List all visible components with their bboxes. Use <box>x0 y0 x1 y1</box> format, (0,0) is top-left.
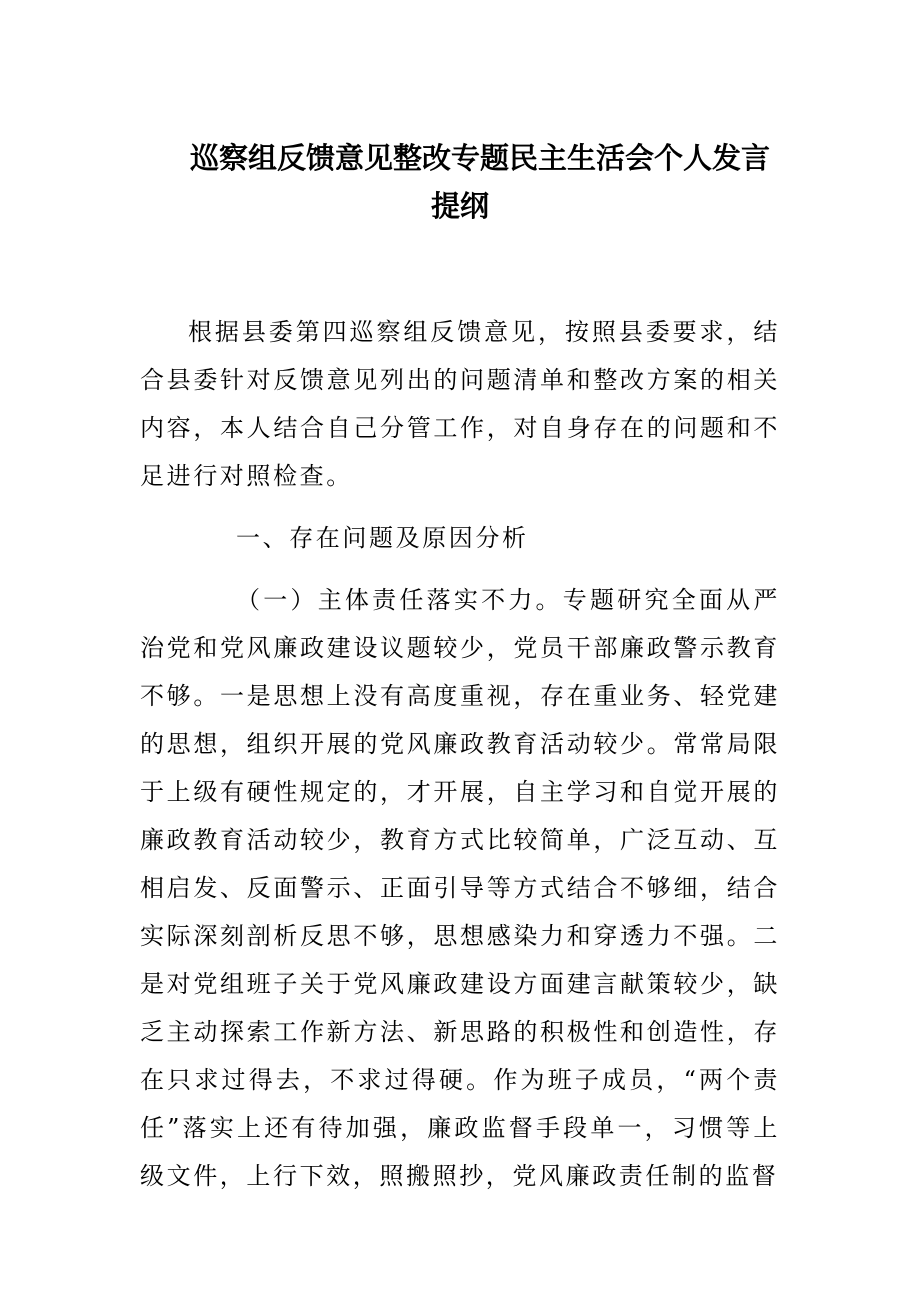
document-title-line-2: 提纲 <box>430 189 489 223</box>
document-title-line-1: 巡察组反馈意见整改专题民主生活会个人发言 <box>189 141 770 175</box>
body-paragraph: （一）主体责任落实不力。专题研究全面从严治党和党风廉政建设议题较少，党员干部廉政警示教育不够。一是思想上没有高度重视，存在重业务、轻党建的思想，组织开展的党风廉政教育活动较少。常常局限于上级有硬性规定的，才开展，自主学习和自觉开展的廉政教育活动较少，教育方式比较简单，广泛互动、互相启发、反面警示、正面引导等方式结合不够细，结合实际深刻剖析反思不够，思想感染力和穿透力不强。二是对党组班子关于党风廉政建设方面建言献策较少，缺乏主动探索工作新方法、新思路的积极性和创造性，存在只求过得去，不求过得硬。作为班子成员，“两个责任”落实上还有待加强，廉政监督手段单一，习惯等上级文件，上行下效，照搬照抄，党风廉政责任制的监督 <box>140 586 780 1190</box>
intro-paragraph: 根据县委第四巡察组反馈意见，按照县委要求，结合县委针对反馈意见列出的问题清单和整改方案的相关内容，本人结合自己分管工作，对自身存在的问题和不足进行对照检查。 <box>140 318 780 490</box>
section-heading: 一、存在问题及原因分析 <box>236 524 529 552</box>
